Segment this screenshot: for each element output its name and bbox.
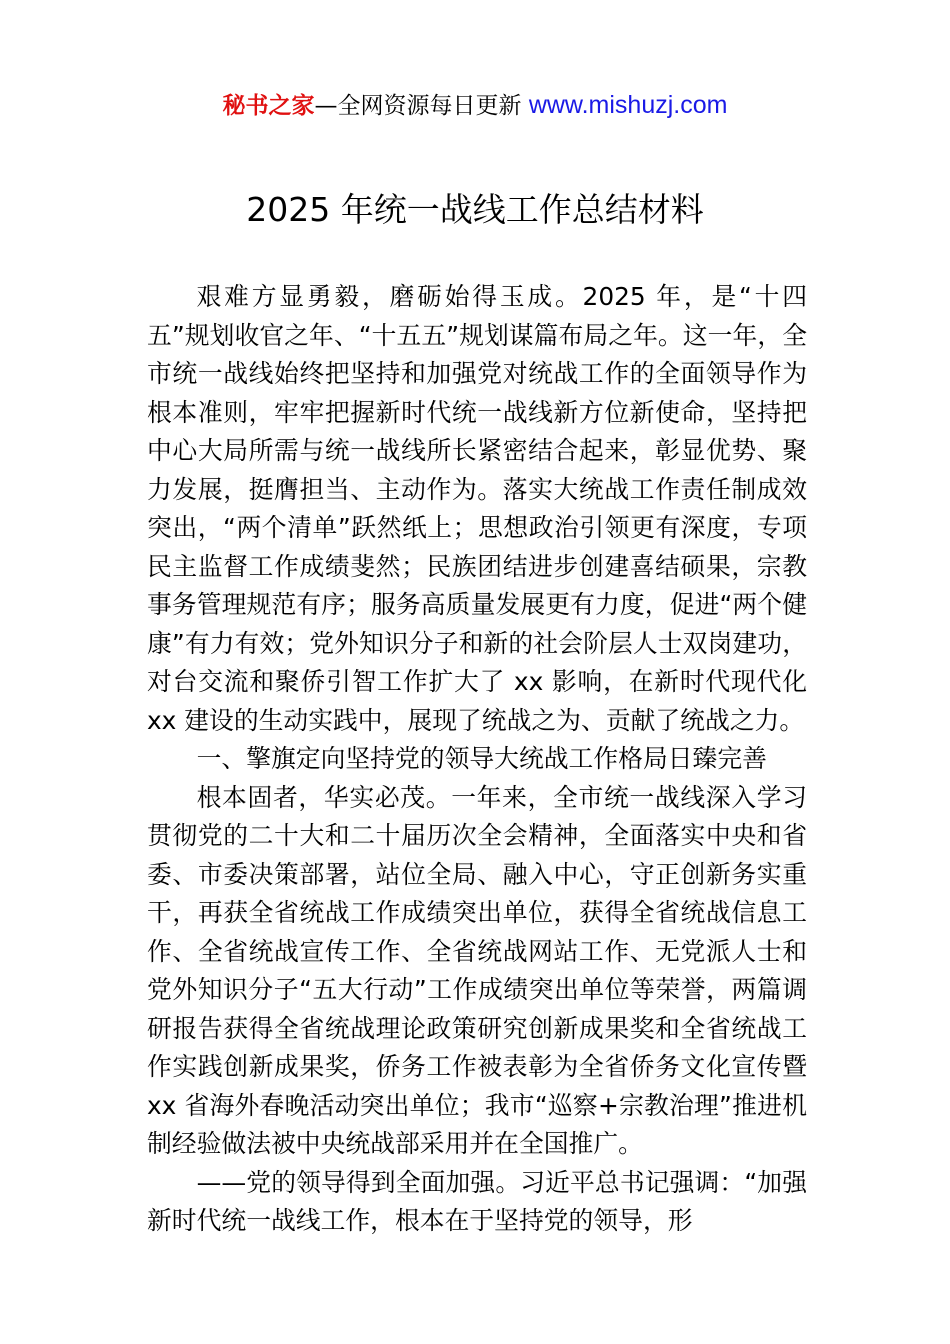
paragraph-intro: 艰难方显勇毅，磨砺始得玉成。2025 年，是“十四五”规划收官之年、“十五五”规划谋篇布局之年。这一年，全市统一战线始终把坚持和加强党对统战工作的全面领导作为根本准则，牢牢把握新时代统一战线新方位新使命，坚持把中心大局所需与统一战线所长紧密结合起来，彰显优势、聚力发展，挺膺担当、主动作为。落实大统战工作责任制成效突出，“两个清单”跃然纸上；思想政治引领更有深度，专项民主监督工作成绩斐然；民族团结进步创建喜结硕果，宗教事务管理规范有序；服务高质量发展更有力度，促进“两个健康”有力有效；党外知识分子和新的社会阶层人士双岗建功，对台交流和聚侨引智工作扩大了 xx 影响，在新时代现代化 xx 建设的生动实践中，展现了统战之为、贡献了统战之力。 xyxy=(147,282,807,735)
document-title: 2025 年统一战线工作总结材料 xyxy=(246,190,704,229)
paragraph-section-1: 根本固者，华实必茂。一年来，全市统一战线深入学习贯彻党的二十大和二十届历次全会精神，全面落实中央和省委、市委决策部署，站位全局、融入中心，守正创新务实重干，再获全省统战工作成绩突出单位，获得全省统战信息工作、全省统战宣传工作、全省统战网站工作、无党派人士和党外知识分子“五大行动”工作成绩突出单位等荣誉，两篇调研报告获得全省统战理论政策研究创新成果奖和全省统战工作实践创新成果奖，侨务工作被表彰为全省侨务文化宣传暨 xx 省海外春晚活动突出单位；我市“巡察+宗教治理”推进机制经验做法被中央统战部采用并在全国推广。 xyxy=(147,782,807,1158)
header-tagline: —全网资源每日更新 xyxy=(314,93,522,119)
section-heading-1: 一、擎旗定向坚持党的领导大统战工作格局日臻完善 xyxy=(196,744,767,773)
site-url-link[interactable]: www.mishuzj.com xyxy=(528,91,728,119)
document-body xyxy=(147,278,807,1241)
brand-name: 秘书之家 xyxy=(222,93,315,119)
paragraph-party-leadership: ——党的领导得到全面加强。习近平总书记强调：“加强新时代统一战线工作，根本在于坚持党的领导，形 xyxy=(147,1167,807,1235)
site-header xyxy=(0,88,950,123)
